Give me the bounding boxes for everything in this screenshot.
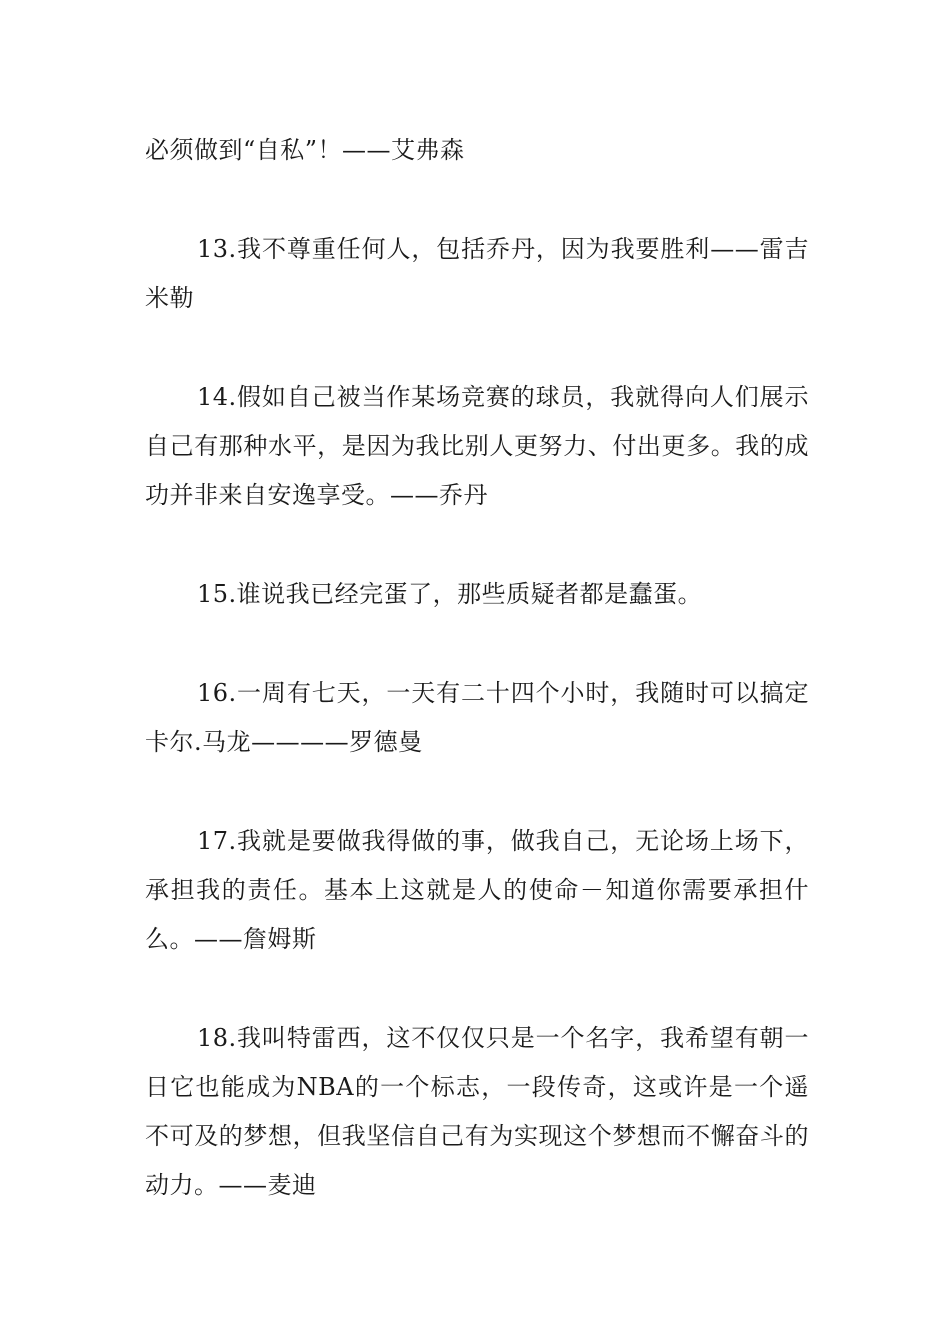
- paragraph-gap: [145, 619, 809, 669]
- quote-18: 18.我叫特雷西，这不仅仅只是一个名字，我希望有朝一日它也能成为NBA的一个标志，一段传奇，这或许是一个遥不可及的梦想，但我坚信自己有为实现这个梦想而不懈奋斗的动力。——麦迪: [145, 1024, 809, 1199]
- paragraph-gap: [145, 964, 809, 1014]
- paragraph-gap: [145, 767, 809, 817]
- quote-15: 15.谁说我已经完蛋了，那些质疑者都是蠢蛋。: [197, 580, 703, 608]
- paragraph-gap: [145, 520, 809, 570]
- document-body: [145, 126, 809, 1210]
- paragraph-gap: [145, 323, 809, 373]
- paragraph-gap: [145, 175, 809, 225]
- quote-14: 14.假如自己被当作某场竞赛的球员，我就得向人们展示自己有那种水平，是因为我比别人更努力、付出更多。我的成功并非来自安逸享受。——乔丹: [145, 383, 809, 509]
- quote-13: 13.我不尊重任何人，包括乔丹，因为我要胜利——雷吉米勒: [145, 235, 809, 312]
- paragraph-continuation: 必须做到“自私”！——艾弗森: [145, 136, 465, 164]
- quote-16: 16.一周有七天，一天有二十四个小时，我随时可以搞定卡尔.马龙————罗德曼: [145, 679, 809, 756]
- quote-17: 17.我就是要做我得做的事，做我自己，无论场上场下，承担我的责任。基本上这就是人的使命－知道你需要承担什么。——詹姆斯: [145, 827, 809, 953]
